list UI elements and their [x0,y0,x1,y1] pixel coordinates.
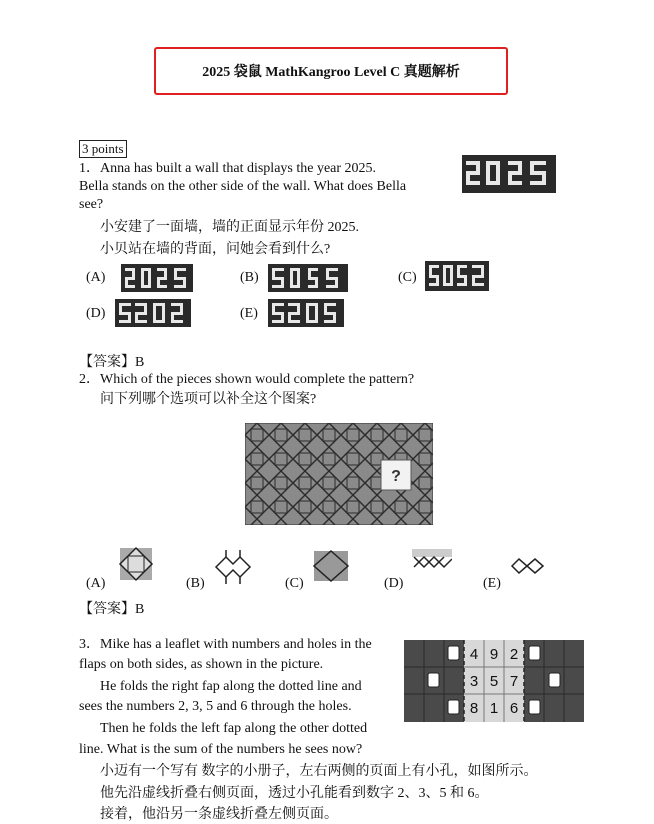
q2-option-b-label: (B) [186,576,205,591]
q1-text-2: Bella stands on the other side of the wall. What does Bella [79,179,407,194]
q1-option-d-image[interactable] [115,299,191,327]
grid-cell: 4 [469,646,479,663]
q1-text-3: see? [79,197,104,212]
q2-pattern-image [245,423,433,525]
grid-cell: 6 [509,700,519,717]
q2-option-e-label: (E) [483,576,501,591]
q1-option-b-image[interactable] [268,264,348,292]
grid-cell: 2 [509,646,519,663]
q1-zh-2: 小贝站在墙的背面，问她会看到什么? [100,242,331,257]
q3-text-5: Then he folds the left fap along the other dotted [100,721,368,736]
q1-option-e-image[interactable] [268,299,344,327]
q3-text-2: flaps on both sides, as shown in the picture. [79,657,324,672]
wall-2025-image [462,155,556,193]
grid-cell: 3 [469,673,479,690]
missing-piece-mark: ? [391,468,401,485]
q1-option-e-label: (E) [240,306,258,321]
q3-zh-2: 他先沿虚线折叠右侧页面，透过小孔能看到数字 2、3、5 和 6。 [100,786,489,801]
q2-option-a-image[interactable] [116,544,156,584]
q3-zh-3: 接着，他沿另一条虚线折叠左侧页面。 [100,807,338,822]
q2-option-d-label: (D) [384,576,404,591]
q2-option-c-label: (C) [285,576,304,591]
document-title [154,47,508,95]
grid-cell: 8 [469,700,479,717]
q2-answer: 【答案】B [79,602,145,617]
q2-option-d-image[interactable] [412,549,452,575]
q1-zh-1: 小安建了一面墙，墙的正面显示年份 2025. [100,220,359,235]
q2-option-b-image[interactable] [212,550,254,584]
q3-text-1: 3．Mike has a leaflet with numbers and holes in the [79,637,372,652]
q2-option-a-label: (A) [86,576,106,591]
q3-zh-1: 小迈有一个写有 数字的小册子，左右两侧的页面上有小孔，如图所示。 [100,764,538,779]
q2-option-e-image[interactable] [510,556,546,576]
q3-text-4: sees the numbers 2, 3, 5 and 6 through the holes. [79,699,352,714]
grid-cell: 1 [489,700,499,717]
q2-option-c-image[interactable] [312,549,350,583]
q3-text-6: line. What is the sum of the numbers he sees now? [79,742,363,757]
q1-option-c-label: (C) [398,270,417,285]
q1-option-d-label: (D) [86,306,106,321]
q1-option-c-image[interactable] [425,261,489,291]
grid-cell: 7 [509,673,519,690]
q1-option-a-label: (A) [86,270,106,285]
q1-text-1: 1．Anna has built a wall that displays the year 2025. [79,161,377,176]
q2-zh: 问下列哪个选项可以补全这个图案? [100,392,317,407]
q1-option-a-image[interactable] [121,264,193,292]
grid-cell: 5 [489,673,499,690]
points-label: 3 points [79,140,127,158]
q1-answer: 【答案】B [79,355,145,370]
q2-text: 2．Which of the pieces shown would complete the pattern? [79,372,415,387]
grid-cell: 9 [489,646,499,663]
q3-text-3: He folds the right fap along the dotted line and [100,679,362,694]
q3-leaflet-image [404,640,584,722]
title-text: 2025 袋鼠 MathKangroo Level C 真题解析 [202,65,460,80]
q1-option-b-label: (B) [240,270,259,285]
